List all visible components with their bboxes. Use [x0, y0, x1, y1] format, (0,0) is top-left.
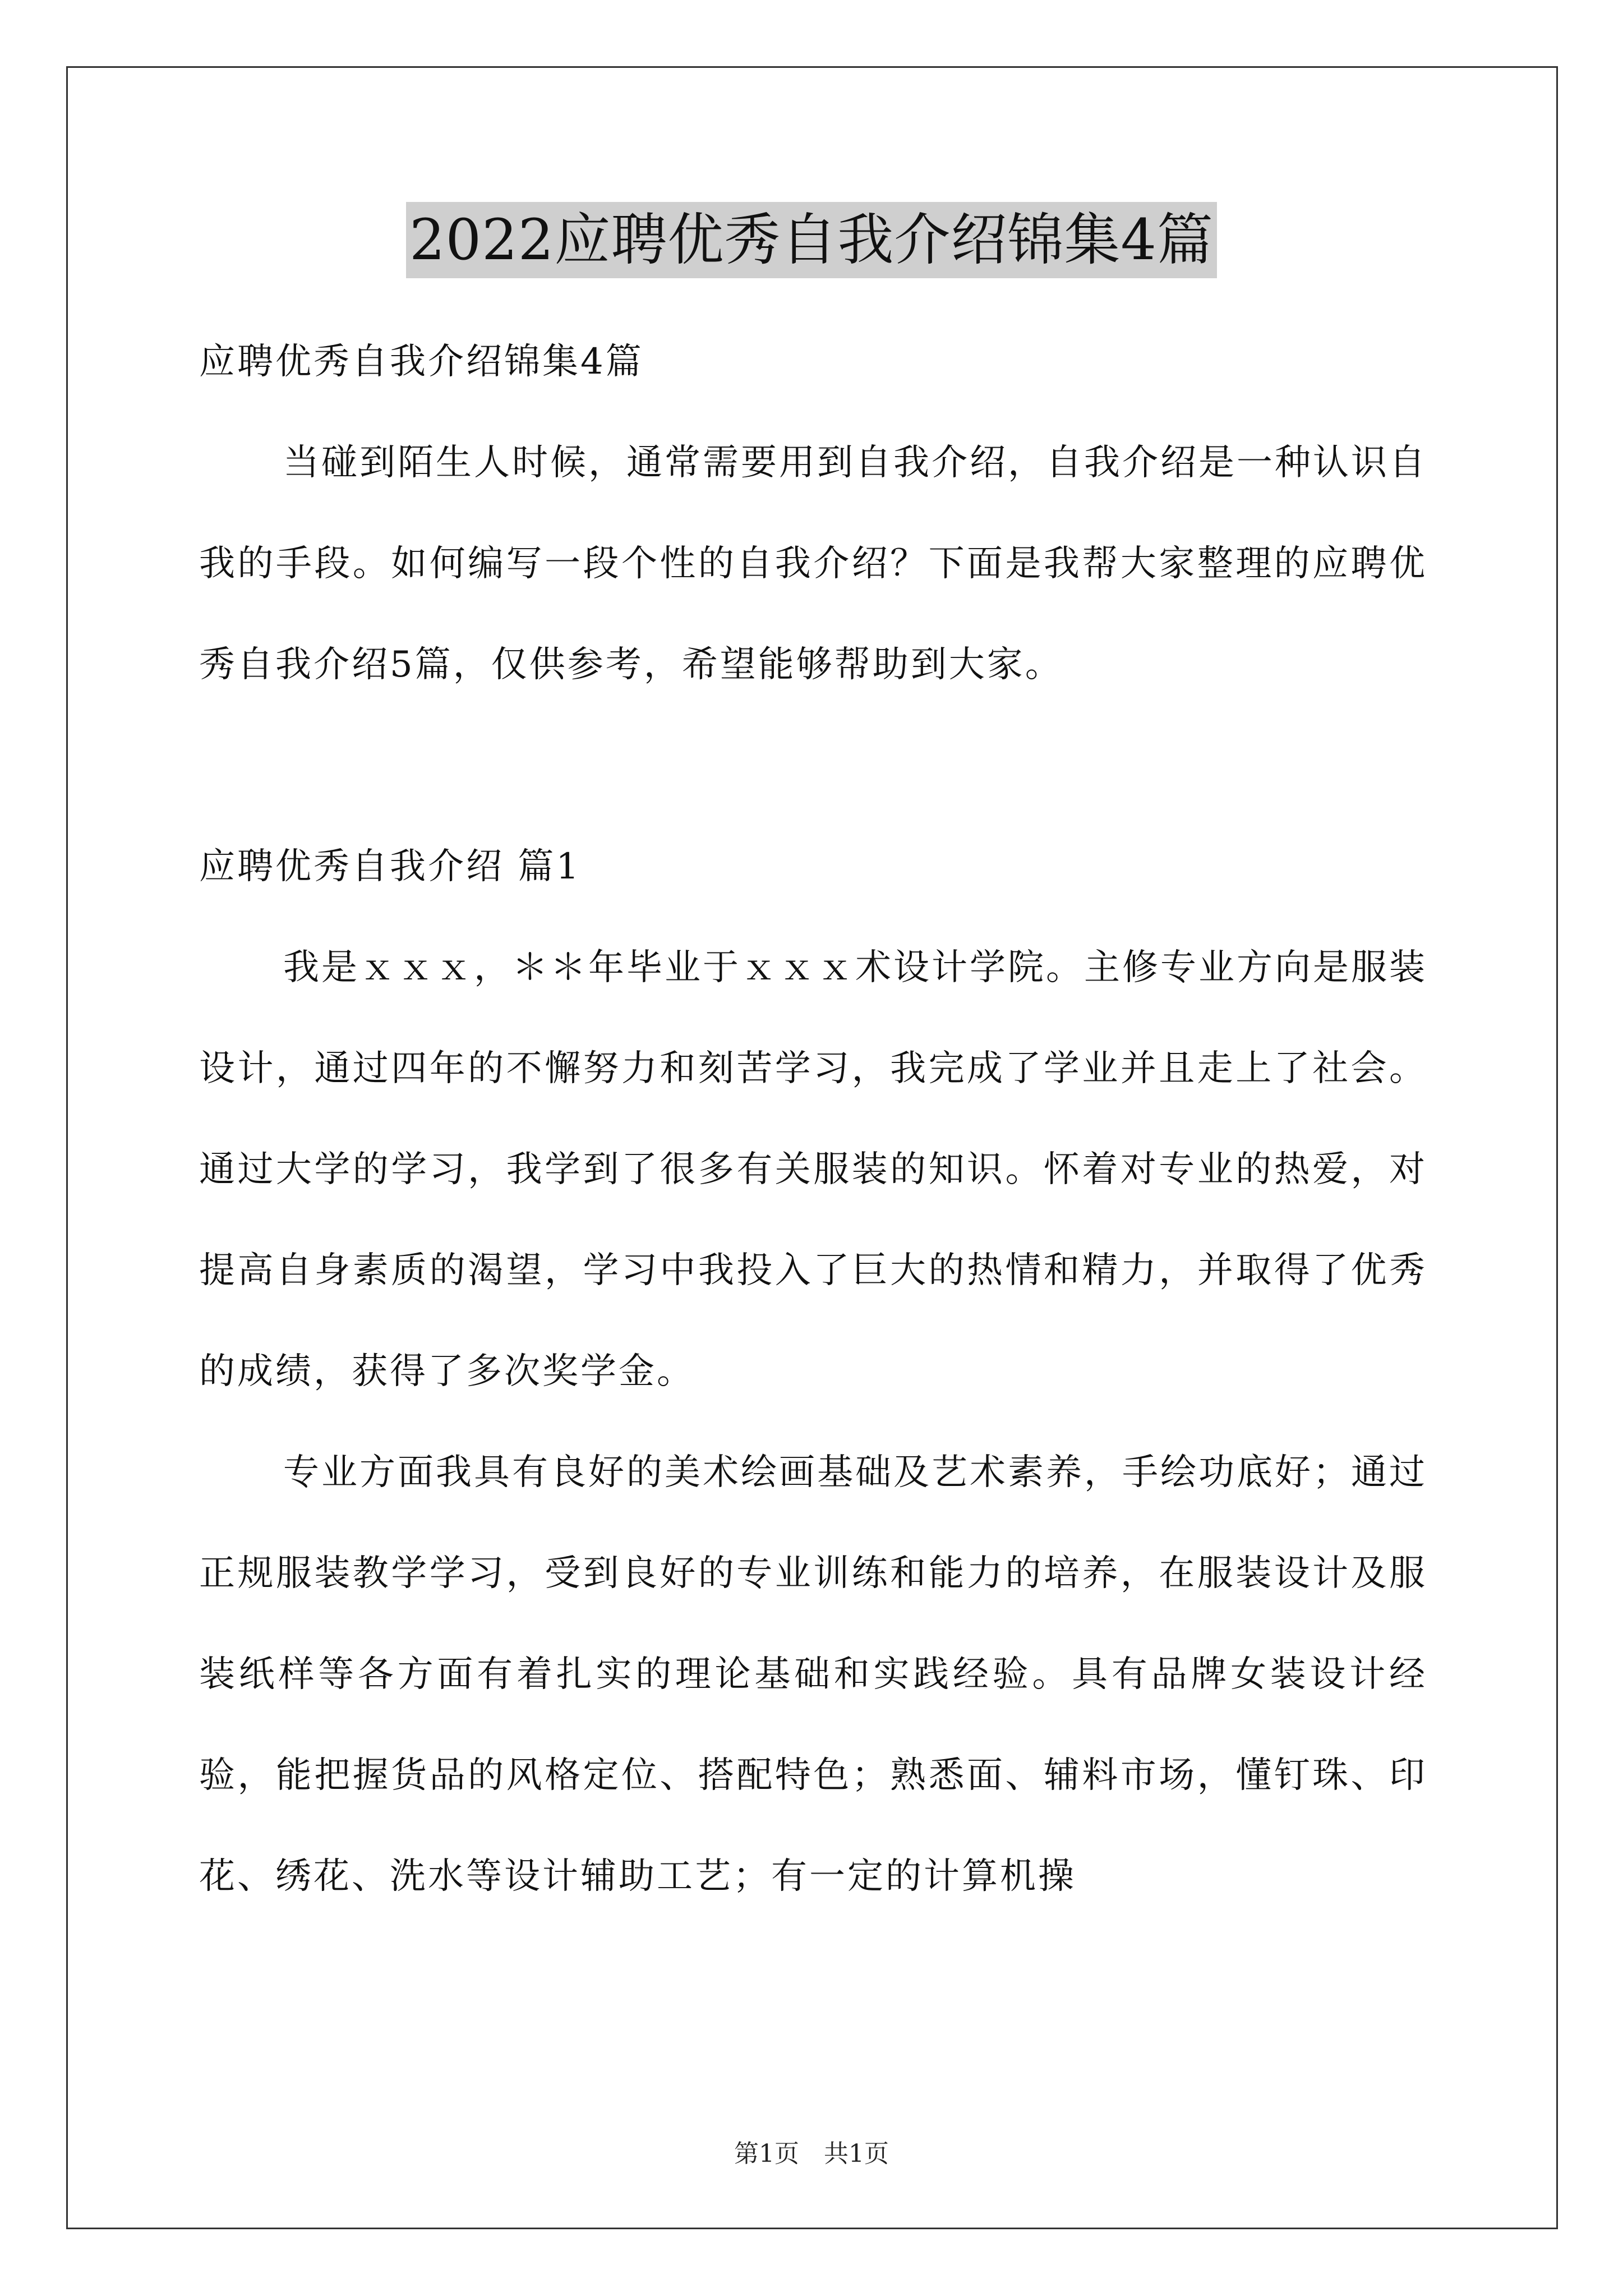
- intro-paragraph: 当碰到陌生人时候，通常需要用到自我介绍，自我介绍是一种认识自我的手段。如何编写一段个性的自我介绍？下面是我帮大家整理的应聘优秀自我介绍5篇，仅供参考，希望能够帮助到大家。: [199, 442, 1427, 685]
- title-area: [0, 202, 1623, 278]
- document-subtitle: 应聘优秀自我介绍锦集4篇: [199, 341, 644, 383]
- body-paragraph: 我是ｘｘｘ，＊＊年毕业于ｘｘｘ术设计学院。主修专业方向是服装设计，通过四年的不懈努力和刻苦学习，我完成了学业并且走上了社会。 通过大学的学习，我学到了很多有关服装的知识。怀着对专业的热爱，对提高自身素质的渴望，学习中我投入了巨大的热情和精力，并取得了优秀的成绩，获得了多次奖学金。: [199, 947, 1427, 1392]
- document-title: 2022应聘优秀自我介绍锦集4篇: [406, 202, 1217, 278]
- section-gap: [199, 715, 1427, 816]
- page-footer: 第1页 共1页: [734, 2139, 889, 2168]
- body-paragraph: 专业方面我具有良好的美术绘画基础及艺术素养，手绘功底好；通过正规服装教学学习，受到良好的专业训练和能力的培养，在服装设计及服装纸样等各方面有着扎实的理论基础和实践经验。具有品牌女装设计经验，能把握货品的风格定位、搭配特色；熟悉面、辅料市场，懂钉珠、印花、绣花、洗水等设计辅助工艺；有一定的计算机操: [199, 1452, 1427, 1897]
- section-heading: 应聘优秀自我介绍 篇1: [199, 846, 582, 887]
- document-body: [199, 311, 1427, 1927]
